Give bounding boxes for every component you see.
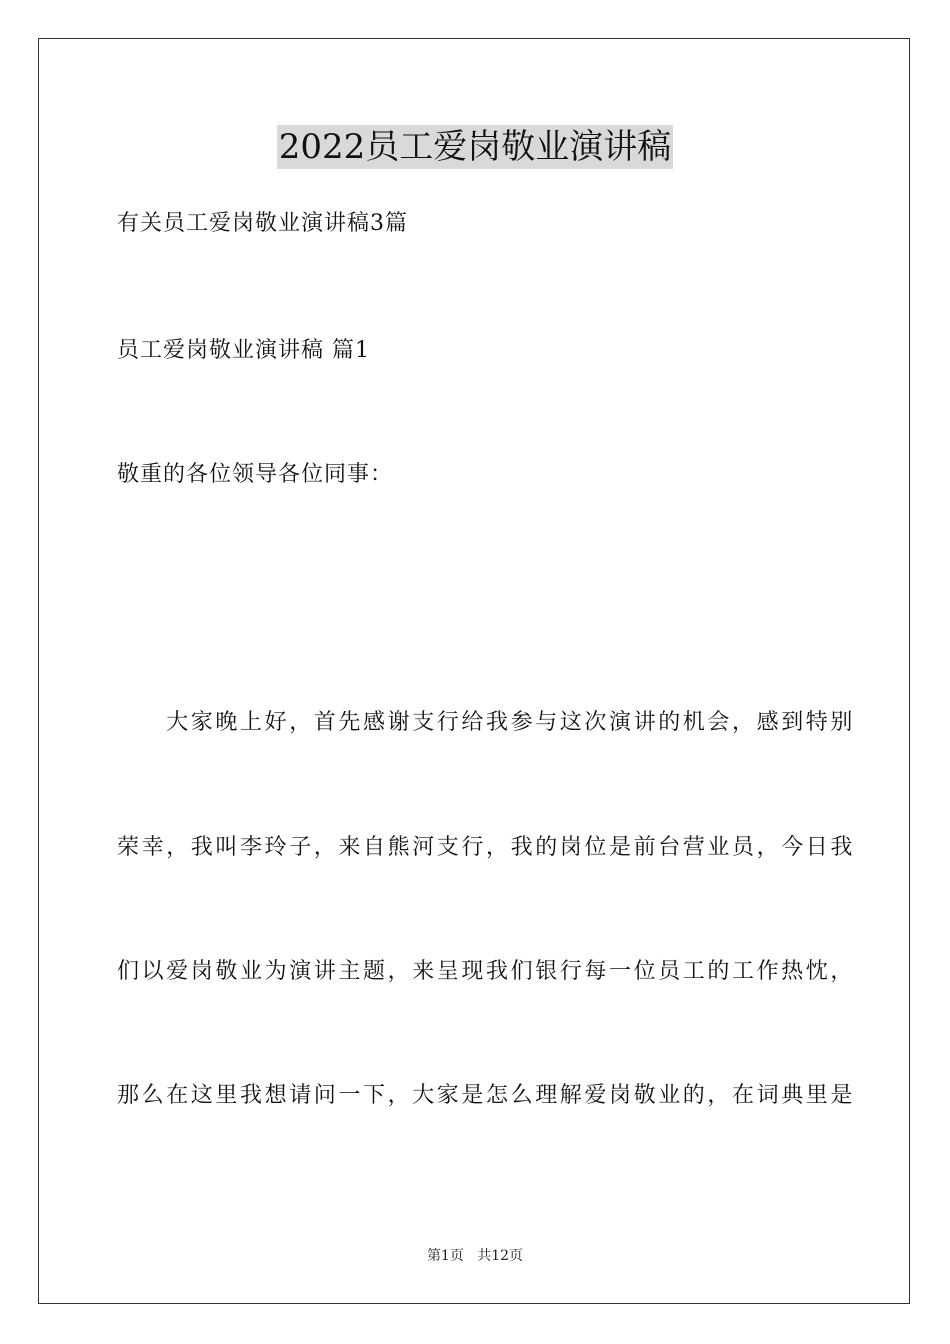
salutation: 敬重的各位领导各位同事： (117, 462, 394, 487)
title-container (0, 125, 950, 169)
page-number: 第1页 (426, 1248, 464, 1264)
body-paragraph-line: 那么在这里我想请问一下，大家是怎么理解爱岗敬业的，在词典里是 (117, 1083, 856, 1108)
body-paragraph-line: 大家晚上好，首先感谢支行给我参与这次演讲的机会，感到特别 (117, 710, 856, 735)
document-subtitle: 有关员工爱岗敬业演讲稿3篇 (117, 211, 408, 236)
page-footer (0, 1246, 950, 1266)
body-paragraph-line: 们以爱岗敬业为演讲主题，来呈现我们银行每一位员工的工作热忱， (117, 959, 856, 984)
page-total: 共12页 (477, 1248, 524, 1264)
document-title: 2022员工爱岗敬业演讲稿 (278, 127, 672, 167)
section-heading: 员工爱岗敬业演讲稿 篇1 (117, 338, 370, 363)
body-paragraph-line: 荣幸，我叫李玲子，来自熊河支行，我的岗位是前台营业员，今日我 (117, 835, 856, 860)
